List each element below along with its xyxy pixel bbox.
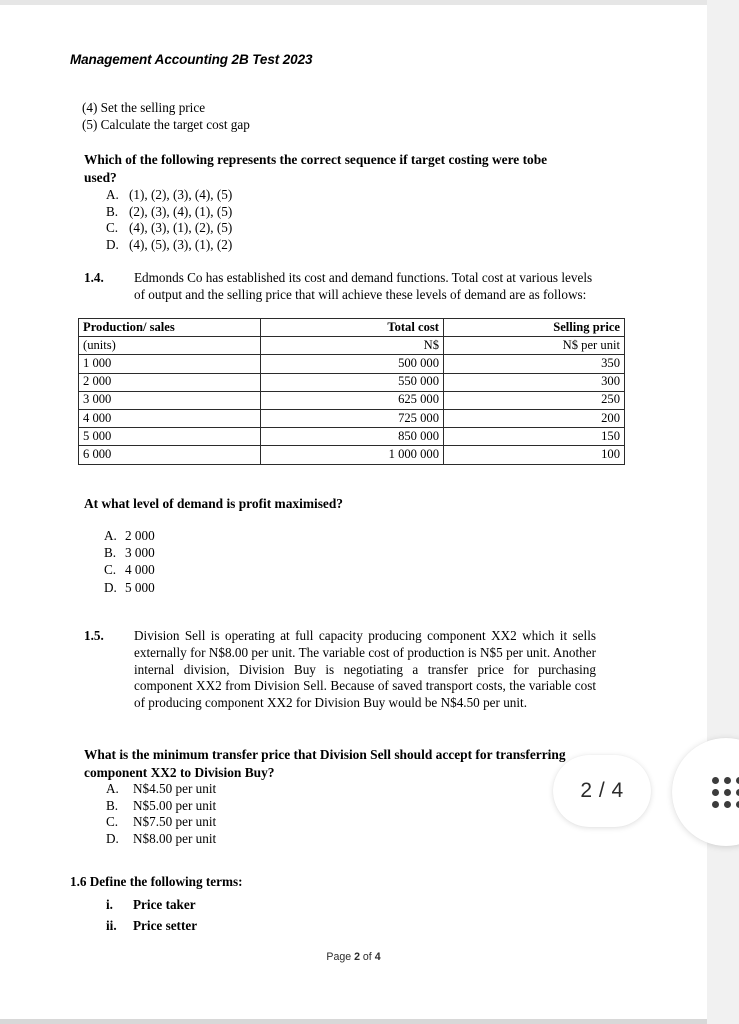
question-15-options (106, 781, 406, 847)
page-content (0, 5, 707, 1019)
cell-selling-price: 350 (444, 355, 625, 373)
cell-selling-price: 100 (444, 446, 625, 464)
grid-dots-icon (712, 777, 739, 808)
option-letter: B. (104, 545, 117, 561)
table-row (79, 391, 625, 409)
footer-total-pages: 4 (374, 951, 381, 963)
question-15-number: 1.5. (84, 628, 104, 643)
grid-dot (712, 777, 719, 784)
option-letter: B. (106, 203, 119, 219)
option-letter: C. (106, 220, 119, 235)
units-total-cost: N$ (261, 337, 444, 355)
item-numeral: i. (106, 897, 113, 912)
cell-production: 3 000 (79, 391, 261, 409)
option-a[interactable] (104, 527, 384, 544)
cell-production: 4 000 (79, 409, 261, 427)
option-letter: A. (106, 187, 119, 202)
grid-dot (712, 801, 719, 808)
question-15-stem: Division Sell is operating at full capacity producing component XX2 which it sells externally for N$8.00 per unit. The variable cost of production is N$5 per unit. Another internal division, Division Buy is negotiating a transfer price for purchasing component XX2 from Division Sell. Because of saved transport costs, the variable cost of producing component XX2 for Division Buy would be N$4.50 per unit. (134, 628, 596, 711)
table-units-row (79, 337, 625, 355)
table-row (79, 355, 625, 373)
table-row (79, 373, 625, 391)
question-13-prompt: Which of the following represents the correct sequence if target costing were tobe used? (84, 152, 548, 185)
question-16-items (106, 895, 406, 936)
option-text: 5 000 (125, 579, 155, 595)
option-text: (4), (5), (3), (1), (2) (129, 236, 233, 252)
grid-dot (736, 801, 739, 808)
option-b[interactable] (106, 798, 406, 815)
option-b[interactable] (106, 204, 436, 221)
table-header-row (79, 319, 625, 337)
option-text: 3 000 (125, 545, 155, 561)
option-d[interactable] (106, 831, 406, 848)
option-letter: D. (104, 579, 117, 595)
table-row (79, 409, 625, 427)
option-text: 2 000 (125, 528, 155, 543)
cell-production: 6 000 (79, 446, 261, 464)
question-14-row (84, 270, 596, 304)
item-text: Price setter (133, 917, 198, 933)
option-d[interactable] (106, 237, 436, 254)
document-page[interactable] (0, 5, 707, 1019)
units-selling-price: N$ per unit (444, 337, 625, 355)
column-header-total-cost: Total cost (261, 319, 444, 337)
cell-selling-price: 250 (444, 391, 625, 409)
viewer-bottom-edge (0, 1019, 707, 1024)
cell-production: 2 000 (79, 373, 261, 391)
question-14-stem: Edmonds Co has established its cost and demand functions. Total cost at various levels of output and the selling price that will achieve these levels of demand are as follows: (134, 270, 593, 302)
question-14-prompt: At what level of demand is profit maximised? (84, 496, 343, 511)
cell-selling-price: 300 (444, 373, 625, 391)
question-15-prompt: What is the minimum transfer price that Division Sell should accept for transferring component XX2 to Division Buy? (84, 747, 566, 780)
footer-middle: of (359, 951, 375, 963)
item-numeral: ii. (106, 917, 117, 933)
option-a[interactable] (106, 187, 436, 204)
option-letter: C. (106, 814, 119, 829)
list-item: (4) Set the selling price (82, 100, 206, 115)
question-15-row (84, 628, 596, 712)
page-title: Management Accounting 2B Test 2023 (70, 52, 313, 67)
units-production: (units) (79, 337, 261, 355)
cell-total-cost: 550 000 (261, 373, 444, 391)
question-13-options (106, 187, 436, 253)
option-d[interactable] (104, 579, 384, 596)
question-14 (84, 270, 596, 304)
continuation-list (82, 100, 502, 133)
page-indicator[interactable] (553, 755, 651, 827)
option-text: (2), (3), (4), (1), (5) (129, 203, 233, 219)
option-letter: A. (104, 528, 117, 543)
page-footer (0, 951, 707, 963)
page-indicator-label: 2 / 4 (580, 779, 624, 802)
option-c[interactable] (106, 814, 406, 831)
option-text: N$7.50 per unit (133, 814, 217, 829)
option-a[interactable] (106, 781, 406, 798)
grid-dot (712, 789, 719, 796)
footer-prefix: Page (326, 951, 355, 963)
item-text: Price taker (133, 897, 196, 912)
table-row (79, 446, 625, 464)
option-letter: D. (106, 236, 119, 252)
option-text: N$5.00 per unit (133, 797, 217, 813)
cell-total-cost: 500 000 (261, 355, 444, 373)
define-item-i (106, 895, 406, 916)
cell-production: 1 000 (79, 355, 261, 373)
column-header-production: Production/ sales (79, 319, 261, 337)
cell-total-cost: 625 000 (261, 391, 444, 409)
question-15 (84, 628, 596, 712)
define-item-ii (106, 916, 406, 937)
option-letter: B. (106, 797, 119, 813)
footer-current-page: 2 (354, 951, 360, 963)
cell-total-cost: 850 000 (261, 428, 444, 446)
option-text: 4 000 (125, 562, 155, 578)
cost-demand-table (78, 318, 625, 465)
grid-dot (724, 777, 731, 784)
option-text: (1), (2), (3), (4), (5) (129, 187, 233, 202)
option-letter: A. (106, 781, 119, 796)
cell-selling-price: 150 (444, 428, 625, 446)
option-letter: D. (106, 830, 119, 846)
option-b[interactable] (104, 544, 384, 561)
list-item: (5) Calculate the target cost gap (82, 116, 250, 132)
option-c[interactable] (106, 220, 436, 237)
table-row (79, 428, 625, 446)
question-14-number: 1.4. (84, 270, 104, 285)
cell-total-cost: 725 000 (261, 409, 444, 427)
grid-dot (724, 801, 731, 808)
cell-total-cost: 1 000 000 (261, 446, 444, 464)
option-letter: C. (104, 562, 117, 578)
grid-dot (724, 789, 731, 796)
option-text: (4), (3), (1), (2), (5) (129, 220, 233, 235)
option-c[interactable] (104, 561, 384, 578)
question-16-heading: 1.6 Define the following terms: (70, 874, 243, 889)
question-14-options (104, 527, 384, 596)
cell-selling-price: 200 (444, 409, 625, 427)
option-text: N$4.50 per unit (133, 781, 217, 796)
grid-dot (736, 789, 739, 796)
cell-production: 5 000 (79, 428, 261, 446)
option-text: N$8.00 per unit (133, 830, 217, 846)
column-header-selling-price: Selling price (444, 319, 625, 337)
grid-dot (736, 777, 739, 784)
